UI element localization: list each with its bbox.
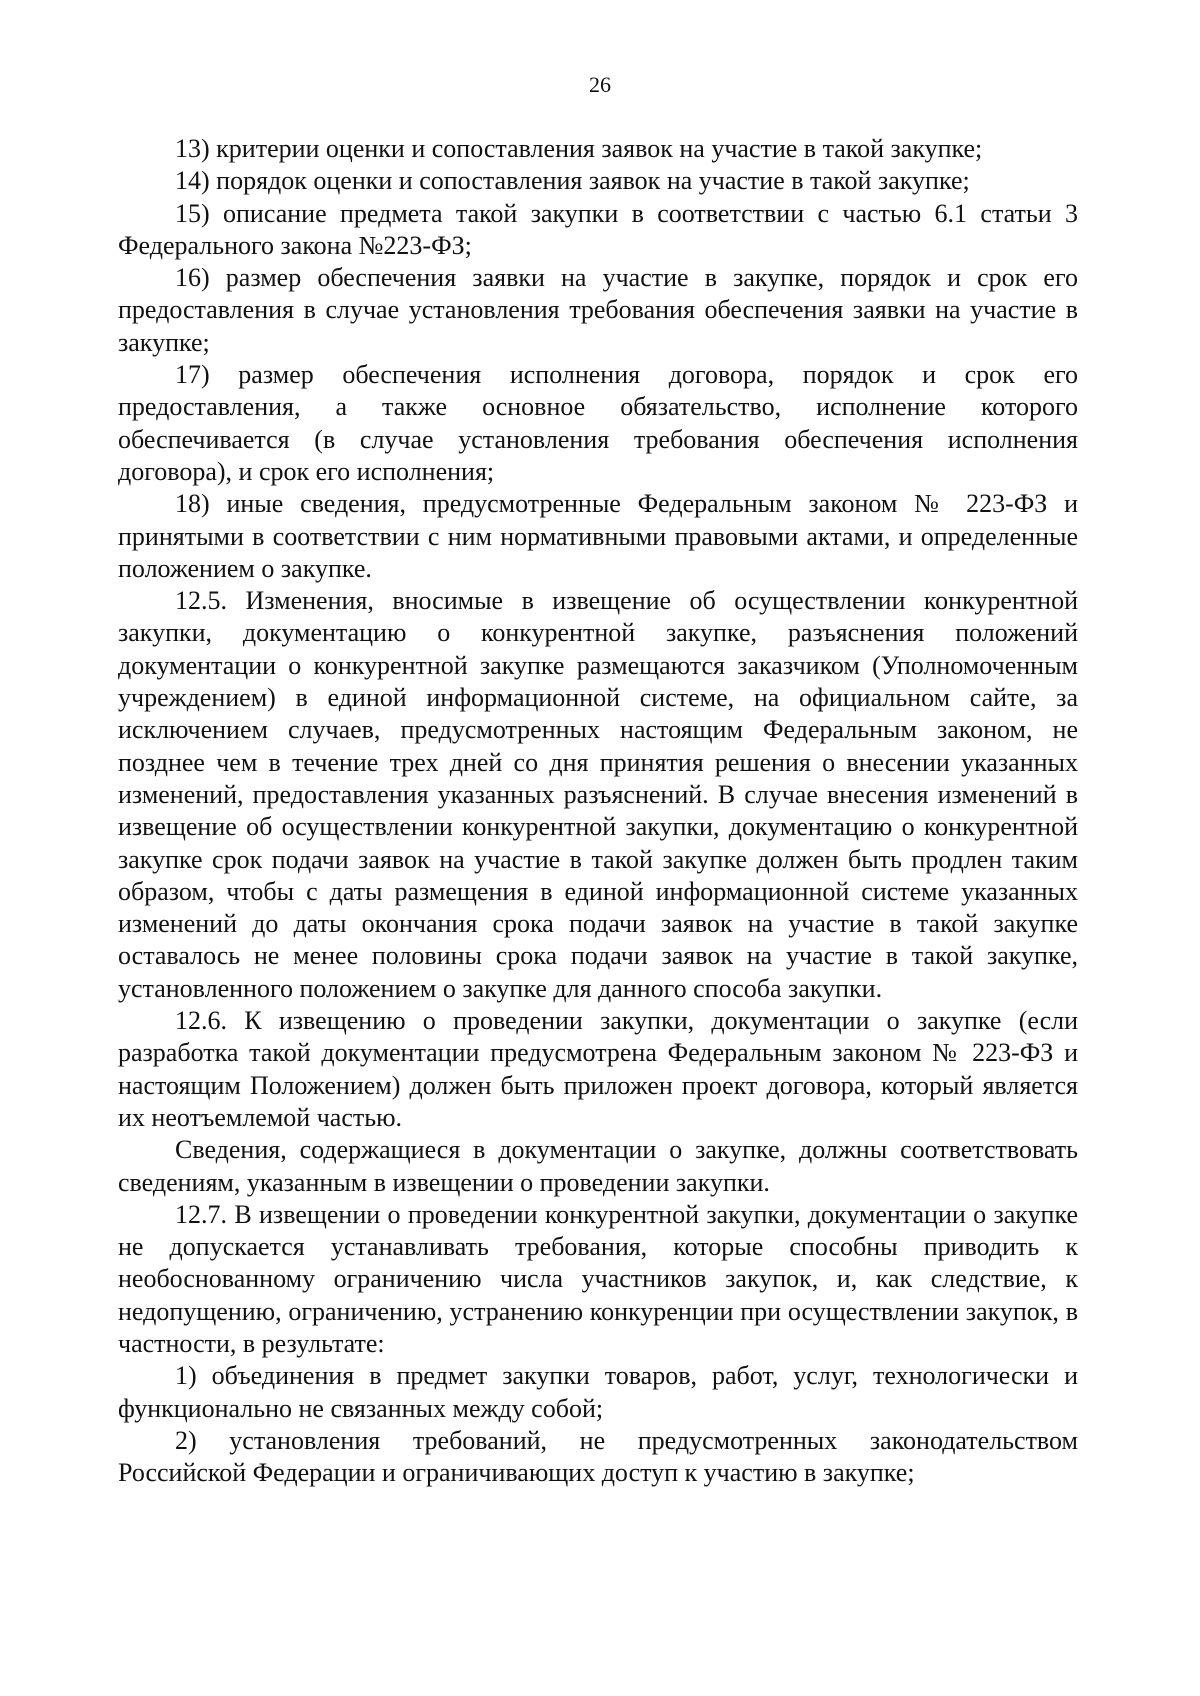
clause-12-7: 12.7. В извещении о проведении конкурентной закупки, документации о закупке не допускается устанавливать требования, которые способны приводить к необоснованному ограничению числа участников закупок, и, как следствие, к недопущению, ограничению, устранению конкуренции при осуществлении закупок, в частности, в результате: [118,1199,1078,1358]
item-16: 16) размер обеспечения заявки на участие в закупке, порядок и срок его предоставления в случае установления требования обеспечения заявки на участие в закупке; [118,263,1078,357]
document-body [118,133,1078,1489]
clause-12-5: 12.5. Изменения, вносимые в извещение об осуществлении конкурентной закупки, документацию о конкурентной закупке, разъяснения положений документации о конкурентной закупке размещаются заказчиком (Уполномоченным учреждением) в единой информационной системе, на официальном сайте, за исключением случаев, предусмотренных настоящим Федеральным законом, не позднее чем в течение трех дней со дня принятия решения о внесении указанных изменений, предоставления указанных разъяснений. В случае внесения изменений в извещение об осуществлении конкурентной закупки, документацию о конкурентной закупке срок подачи заявок на участие в такой закупке должен быть продлен таким образом, чтобы с даты размещения в единой информационной системе указанных изменений до даты окончания срока подачи заявок на участие в такой закупке оставалось не менее половины срока подачи заявок на участие в такой закупке, установленного положением о закупке для данного способа закупки. [118,586,1078,1003]
clause-12-6-info: Сведения, содержащиеся в документации о закупке, должны соответствовать сведениям, указанным в извещении о проведении закупки. [118,1135,1078,1197]
page-number: 26 [589,72,611,97]
clause-12-7-item-2: 2) установления требований, не предусмотренных законодательством Российской Федерации и ограничивающих доступ к участию в закупке; [118,1425,1078,1488]
item-18: 18) иные сведения, предусмотренные Федеральным законом № 223-ФЗ и принятыми в соответствии с ним нормативными правовыми актами, и определенные положением о закупке. [118,489,1078,583]
item-17: 17) размер обеспечения исполнения договора, порядок и срок его предоставления, а также основное обязательство, исполнение которого обеспечивается (в случае установления требования обеспечения исполнения договора), и срок его исполнения; [118,360,1078,486]
clause-12-7-item-1: 1) объединения в предмет закупки товаров, работ, услуг, технологически и функционально не связанных между собой; [118,1361,1078,1423]
clause-12-6: 12.6. К извещению о проведении закупки, документации о закупке (если разработка такой документации предусмотрена Федеральным законом № 223-ФЗ и настоящим Положением) должен быть приложен проект договора, который является их неотъемлемой частью. [118,1006,1078,1132]
item-13: 13) критерии оценки и сопоставления заявок на участие в такой закупке; [175,134,983,163]
item-15: 15) описание предмета такой закупки в соответствии с частью 6.1 статьи 3 Федерального закона №223-ФЗ; [118,198,1078,260]
item-14: 14) порядок оценки и сопоставления заявок на участие в такой закупке; [175,166,970,196]
